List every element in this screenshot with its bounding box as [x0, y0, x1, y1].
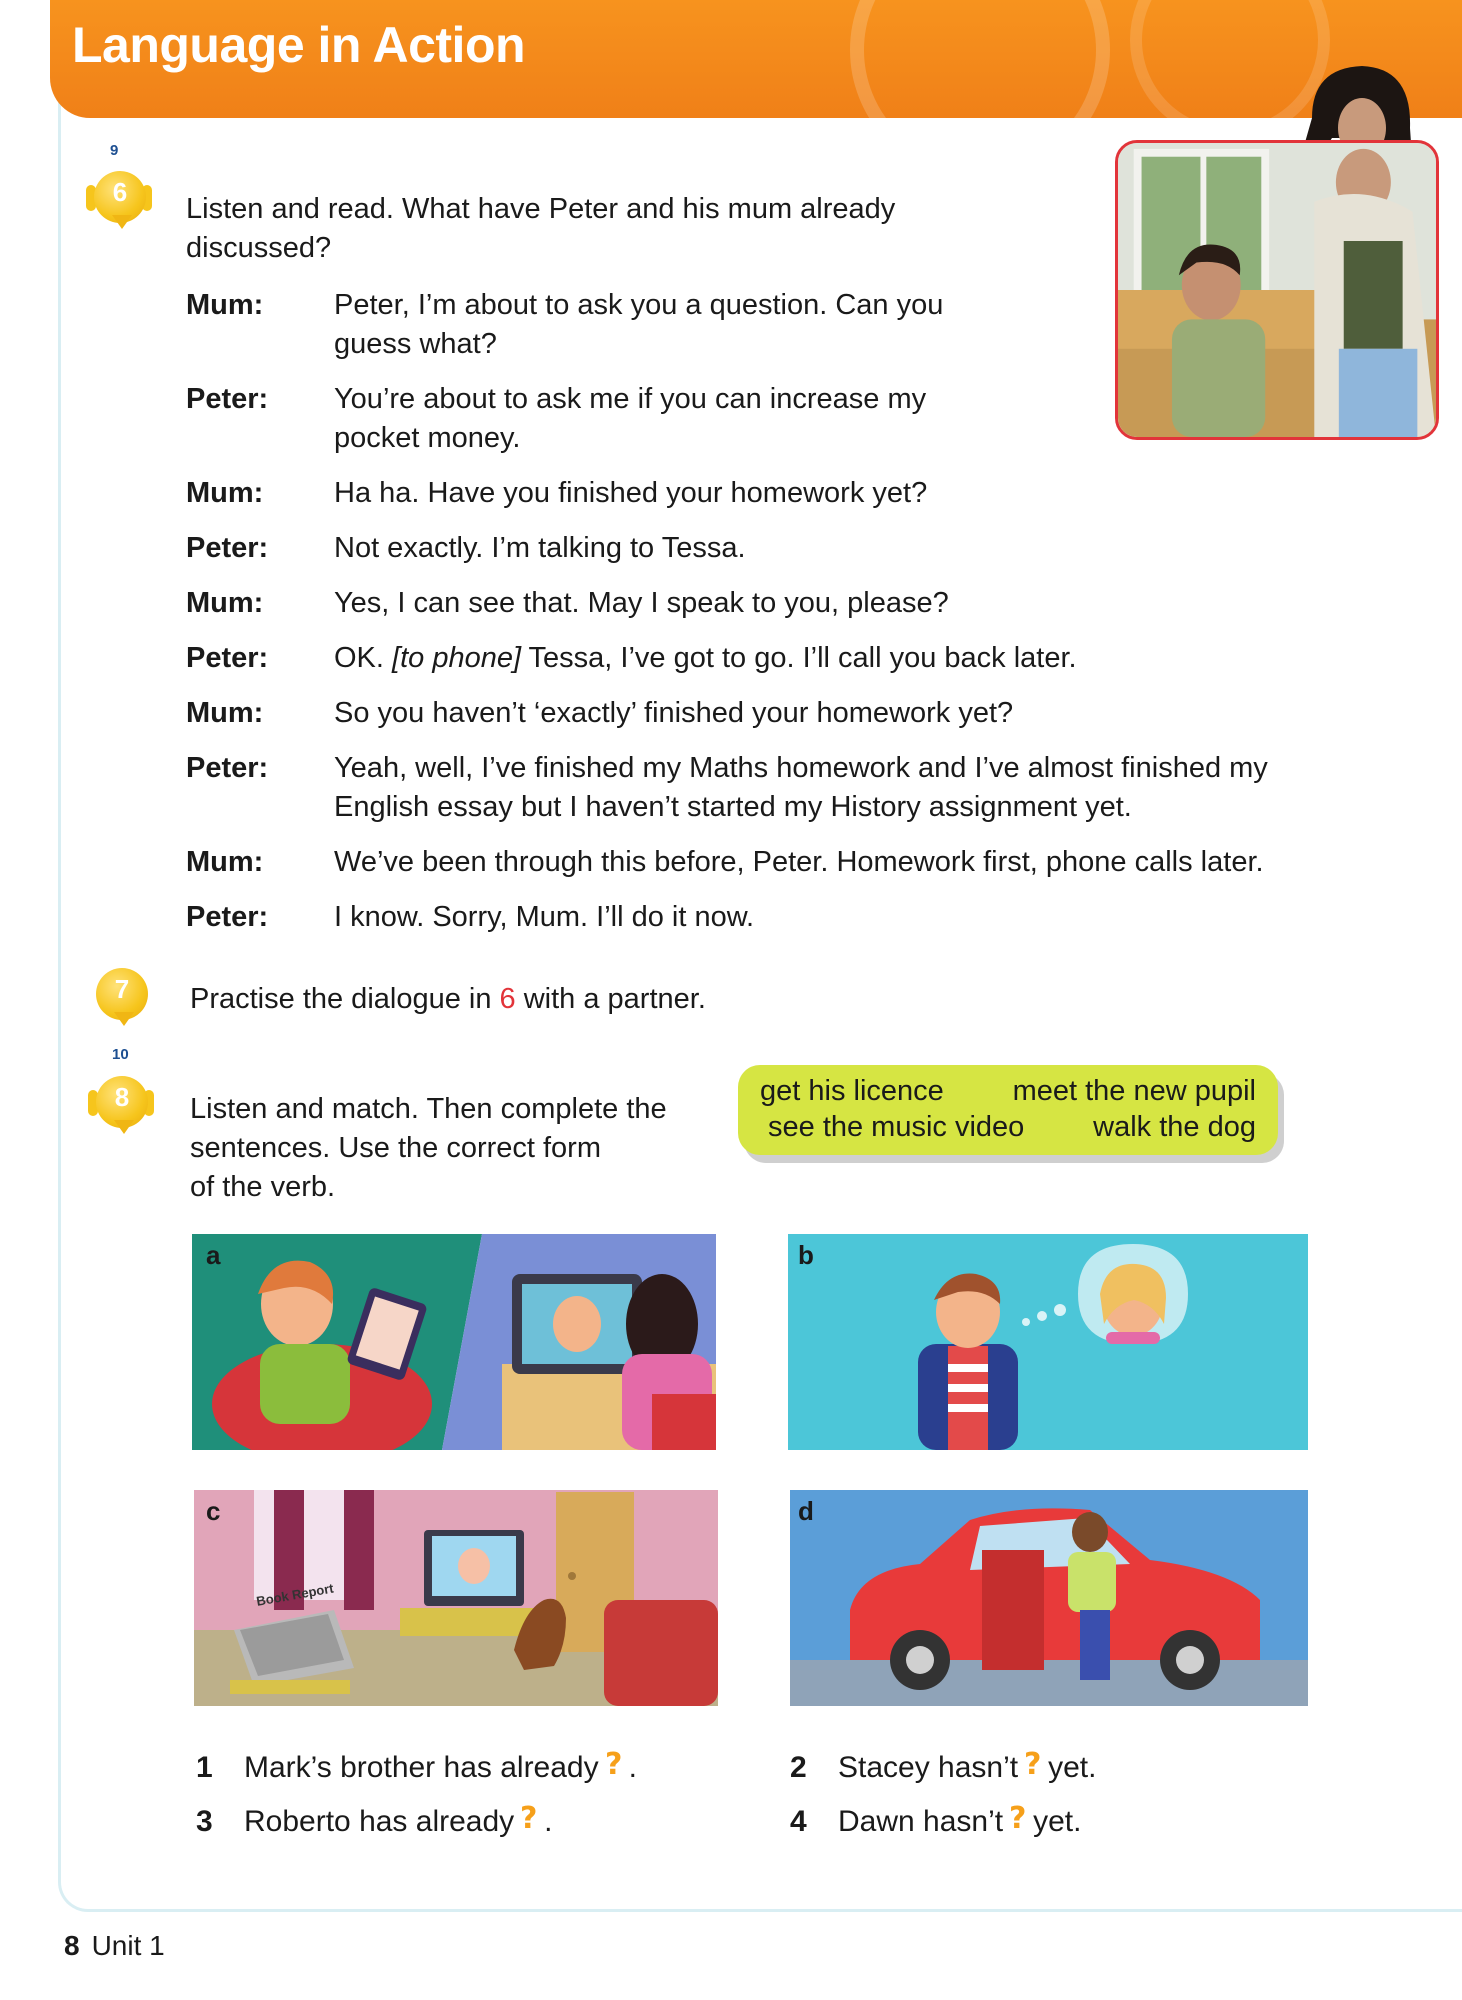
instruction-line: discussed? [186, 232, 332, 264]
speaker: Peter: [186, 752, 269, 784]
speaker: Peter: [186, 532, 269, 564]
instruction-line: sentences. Use the correct form [190, 1132, 601, 1164]
sentence-text: Stacey hasn’t [838, 1751, 1019, 1784]
word-box [738, 1065, 1278, 1155]
track-number: 9 [110, 142, 119, 159]
sentence-2 [790, 1748, 1096, 1788]
sentence-number: 1 [196, 1751, 213, 1784]
question-mark-icon[interactable] [603, 1748, 625, 1780]
sentence-4 [790, 1802, 1081, 1842]
sentence-text: yet. [1048, 1751, 1097, 1784]
speaker: Mum: [186, 289, 264, 321]
exercise-6-instruction [186, 190, 895, 268]
sentence-number: 4 [790, 1805, 807, 1838]
sentence-text: yet. [1033, 1805, 1082, 1838]
utterance: I know. Sorry, Mum. I’ll do it now. [334, 901, 755, 933]
dialogue-line [186, 843, 1366, 882]
track-number: 10 [112, 1046, 129, 1063]
dialogue-line [186, 529, 1366, 568]
dialogue-line [186, 749, 1366, 827]
picture-d-car [790, 1490, 1308, 1706]
picture-a-video-call [192, 1234, 716, 1450]
utterance: We’ve been through this before, Peter. Homework first, phone calls later. [334, 846, 1264, 878]
instruction-line: Listen and match. Then complete the [190, 1093, 667, 1125]
utterance: You’re about to ask me if you can increase my pocket money. [334, 383, 927, 454]
peter-and-mum-photo [1115, 140, 1439, 440]
header-banner [50, 0, 1462, 118]
dialogue-line [186, 584, 1366, 623]
svg-text:?: ? [1009, 1802, 1027, 1834]
utterance: Yeah, well, I’ve finished my Maths homework and I’ve almost finished my English essay but I haven’t started my History assignment yet. [334, 752, 1268, 823]
speaker: Peter: [186, 901, 269, 933]
sentence-number: 3 [196, 1805, 213, 1838]
page-footer [64, 1930, 165, 1962]
listening-icon [86, 165, 150, 229]
utterance: Peter, I’m about to ask you a question. Can you guess what? [334, 289, 944, 360]
exercise-number: 8 [114, 1082, 130, 1112]
listening-icon [88, 1070, 152, 1134]
sentence-text: Dawn hasn’t [838, 1805, 1004, 1838]
word-box-item: get his licence [760, 1075, 944, 1107]
sentence-3 [196, 1802, 553, 1842]
question-mark-icon[interactable] [1007, 1802, 1029, 1834]
speaker: Peter: [186, 642, 269, 674]
dialogue-line [186, 474, 1366, 513]
word-box-item: meet the new pupil [1012, 1075, 1256, 1107]
word-box-item: see the music video [768, 1111, 1025, 1143]
word-box-item: walk the dog [1093, 1111, 1256, 1143]
dialogue-line [186, 898, 1366, 937]
speaker: Peter: [186, 383, 269, 415]
picture-label: b [798, 1240, 814, 1270]
sentence-text: Roberto has already [244, 1805, 515, 1838]
exercise-8-instruction [190, 1090, 667, 1207]
picture-label: a [206, 1240, 221, 1270]
svg-text:?: ? [604, 1748, 623, 1780]
sentence-number: 2 [790, 1751, 807, 1784]
picture-label: d [798, 1496, 814, 1526]
utterance: OK. [to phone] Tessa, I’ve got to go. I’ll call you back later. [334, 642, 1077, 674]
speaker: Mum: [186, 697, 264, 729]
globe-decoration [850, 0, 1110, 118]
speaker: Mum: [186, 587, 264, 619]
exercise-number: 6 [112, 177, 128, 207]
question-mark-icon[interactable] [1022, 1748, 1044, 1780]
utterance: Yes, I can see that. May I speak to you, please? [334, 587, 949, 619]
utterance: So you haven’t ‘exactly’ finished your homework yet? [334, 697, 1014, 729]
sentence-1 [196, 1748, 637, 1788]
exercise-reference: 6 [499, 983, 516, 1015]
utterance: Ha ha. Have you finished your homework yet? [334, 477, 928, 509]
dialogue-line [186, 694, 1366, 733]
speaker: Mum: [186, 846, 264, 878]
book-report-note: Book Report [255, 1580, 335, 1609]
page-title: Language in Action [72, 17, 526, 73]
picture-label: c [206, 1496, 221, 1526]
picture-b-new-pupil [788, 1234, 1308, 1450]
picture-c-living-room [194, 1490, 718, 1706]
instruction-line: Listen and read. What have Peter and his mum already [186, 193, 896, 225]
exercise-7-instruction: Practise the dialogue in 6 with a partner. [190, 983, 706, 1015]
stage-direction: [to phone] [392, 642, 522, 674]
sentence-text: Mark’s brother has already [244, 1751, 599, 1784]
utterance: Not exactly. I’m talking to Tessa. [334, 532, 746, 564]
speaker: Mum: [186, 477, 264, 509]
instruction-line: of the verb. [190, 1171, 336, 1203]
speaking-icon [88, 962, 152, 1026]
question-mark-icon[interactable] [518, 1802, 540, 1834]
sentence-text: . [628, 1751, 637, 1784]
sentence-text: . [544, 1805, 553, 1838]
dialogue-line [186, 639, 1366, 678]
unit-label: Unit 1 [91, 1930, 165, 1961]
svg-text:?: ? [1024, 1748, 1042, 1780]
exercise-number: 7 [114, 974, 130, 1004]
page-number: 8 [64, 1930, 80, 1961]
svg-text:?: ? [520, 1802, 538, 1834]
